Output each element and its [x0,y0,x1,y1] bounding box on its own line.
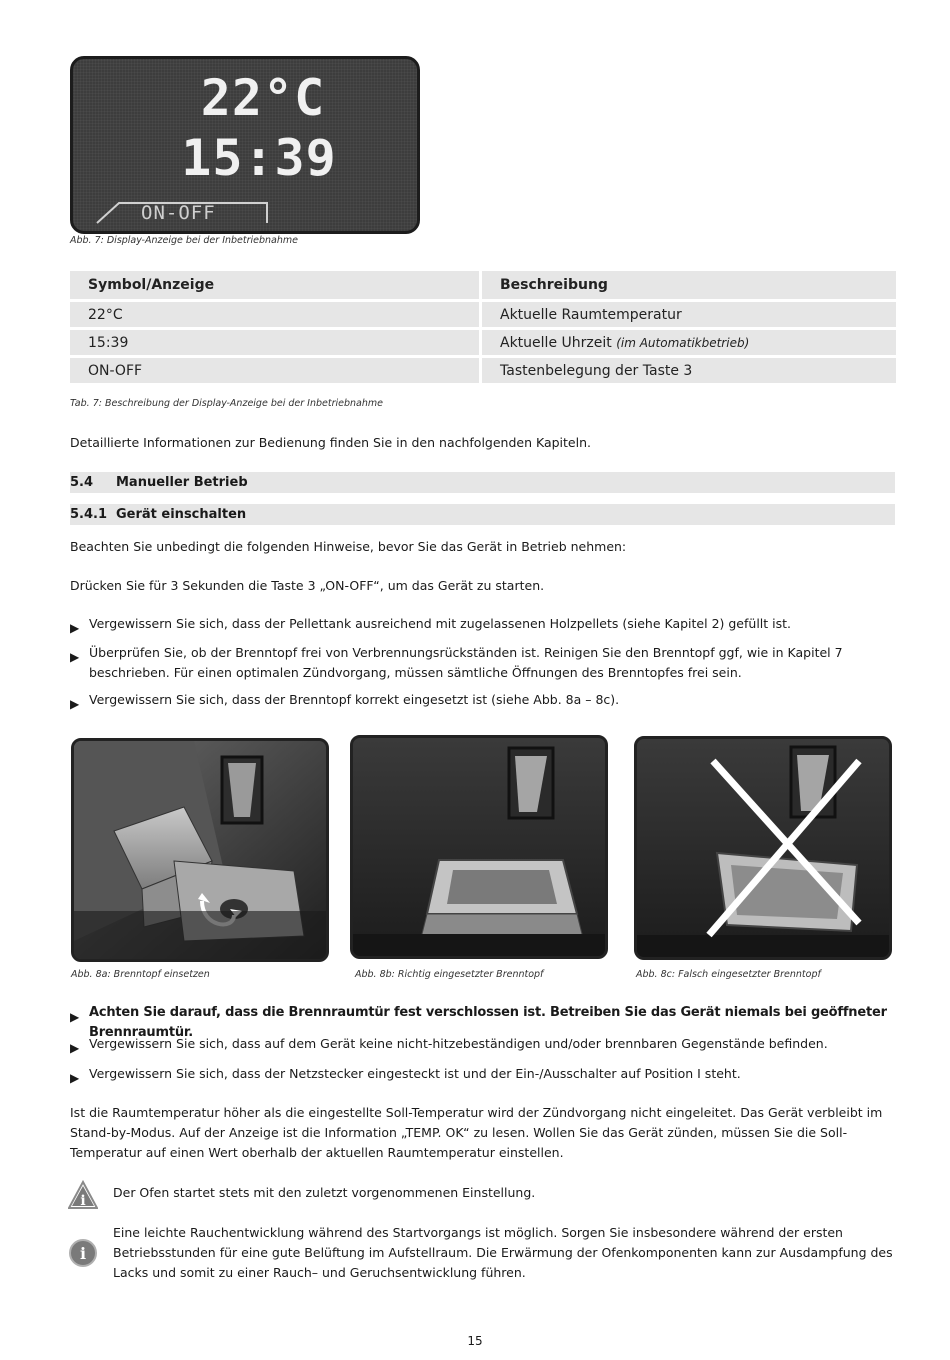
bullet-text: Überprüfen Sie, ob der Brenntopf frei von Verbrennungsrückständen ist. Reinigen Sie den Brenntopf ggf, wie in Kapitel 7 beschrieben. Für einen optimalen Zündvorgang, müssen sämtliche Öffnungen des Brenntopfes frei sein. [89,645,843,680]
section-title: Manueller Betrieb [116,475,248,490]
table-cell-symbol: 22°C [70,302,482,327]
intro-text: Detaillierte Informationen zur Bedienung finden Sie in den nachfolgenden Kapiteln. [70,435,591,450]
bullet-triangle-icon: ▶ [70,1041,80,1055]
table-header-description: Beschreibung [482,271,896,299]
photo-8c-caption: Abb. 8c: Falsch eingesetzter Brenntopf [636,969,821,980]
table-row [70,358,896,383]
table-caption: Tab. 7: Beschreibung der Display-Anzeige bei der Inbetriebnahme [70,398,383,409]
table-row [70,330,896,355]
table-desc-note: (im Automatikbetrieb) [616,335,750,350]
display-temperature: 22°C [200,69,326,127]
warning-text: Achten Sie darauf, dass die Brennraumtür fest verschlossen ist. Betreiben Sie das Gerät niemals bei geöffneter Brennraumtür. [89,1005,887,1040]
photo-8c-wrong-burn-pot [634,736,892,960]
table-cell-description [482,358,896,383]
subsection-heading [70,504,895,525]
display-time: 15:39 [181,129,337,187]
photo-8a-image [74,741,326,959]
bullet-triangle-icon: ▶ [70,697,80,711]
svg-text:i: i [79,1244,87,1263]
warning-info-icon-svg [68,1180,98,1210]
table-row [70,302,896,327]
display-button-label: ON-OFF [141,202,216,224]
bullet-item [70,643,895,683]
table-cell-symbol: 15:39 [70,330,482,355]
section-heading [70,472,895,493]
display-button-bar [95,201,283,225]
bullet-text: Vergewissern Sie sich, dass der Pellettank ausreichend mit zugelassenen Holzpellets (siehe Kapitel 2) gefüllt ist. [89,616,791,631]
note-1-text: Der Ofen startet stets mit den zuletzt vorgenommenen Einstellung. [113,1185,536,1200]
bullet-triangle-icon: ▶ [70,1071,80,1085]
photo-8a-burn-pot-insert [71,738,329,962]
paragraph-3: Ist die Raumtemperatur höher als die eingestellte Soll-Temperatur wird der Zündvorgang nicht eingeleitet. Das Gerät verbleibt im Stand-by-Modus. Auf der Anzeige ist die Information „TEMP. OK“ zu lesen. Wollen Sie das Gerät zünden, müssen Sie die Soll-Temperatur auf einen Wert oberhalb der aktuellen Raumtemperatur einstellen. [70,1105,883,1160]
table-cell-description [482,330,896,355]
bullet-item [70,614,895,634]
bullet-text: Vergewissern Sie sich, dass der Netzstecker eingesteckt ist und der Ein-/Ausschalter auf Position I steht. [89,1066,741,1081]
info-icon [68,1238,98,1268]
bullet-text: Vergewissern Sie sich, dass der Brenntopf korrekt eingesetzt ist (siehe Abb. 8a – 8c). [89,692,620,707]
photo-8b-caption: Abb. 8b: Richtig eingesetzter Brenntopf [355,969,544,980]
subsection-title: Gerät einschalten [116,507,247,522]
display-screen [70,56,420,234]
paragraph-2: Drücken Sie für 3 Sekunden die Taste 3 „ON-OFF“, um das Gerät zu starten. [70,578,545,593]
bullet-item [70,1064,895,1084]
table-cell-symbol: ON-OFF [70,358,482,383]
table-desc-text: Aktuelle Uhrzeit [500,334,612,351]
photo-8c-image [637,739,889,957]
table-cell-description [482,302,896,327]
svg-text:i: i [80,1193,86,1209]
info-icon-svg [68,1238,98,1268]
bullet-text: Vergewissern Sie sich, dass auf dem Gerät keine nicht-hitzebeständigen und/oder brennbaren Gegenstände befinden. [89,1036,828,1051]
display-table [70,268,896,386]
table-desc-text: Tastenbelegung der Taste 3 [500,362,693,379]
fig7-caption: Abb. 7: Display-Anzeige bei der Inbetriebnahme [70,235,298,246]
bullet-item [70,690,895,710]
table-desc-text: Aktuelle Raumtemperatur [500,306,682,323]
table-header-symbol: Symbol/Anzeige [70,271,482,299]
warning-info-icon [68,1180,98,1210]
subsection-number: 5.4.1 [70,507,108,522]
photo-8a-caption: Abb. 8a: Brenntopf einsetzen [71,969,210,980]
paragraph-1: Beachten Sie unbedingt die folgenden Hinweise, bevor Sie das Gerät in Betrieb nehmen: [70,539,627,554]
bullet-item [70,1034,895,1054]
page-number: 15 [467,1334,483,1348]
bullet-triangle-icon: ▶ [70,621,80,635]
photo-8b-correct-burn-pot [350,735,608,959]
section-number: 5.4 [70,475,94,490]
note-2-text: Eine leichte Rauchentwicklung während des Startvorgangs ist möglich. Sorgen Sie insbesondere während der ersten Betriebsstunden für eine gute Belüftung im Aufstellraum. Die Erwärmung der Ofenkomponenten kann zur Ausdampfung des Lacks und somit zu einer Rauch– und Geruchsentwicklung führen. [113,1225,893,1280]
bullet-triangle-icon: ▶ [70,650,80,664]
photo-8b-image [353,738,605,956]
bullet-triangle-icon: ▶ [70,1010,80,1024]
